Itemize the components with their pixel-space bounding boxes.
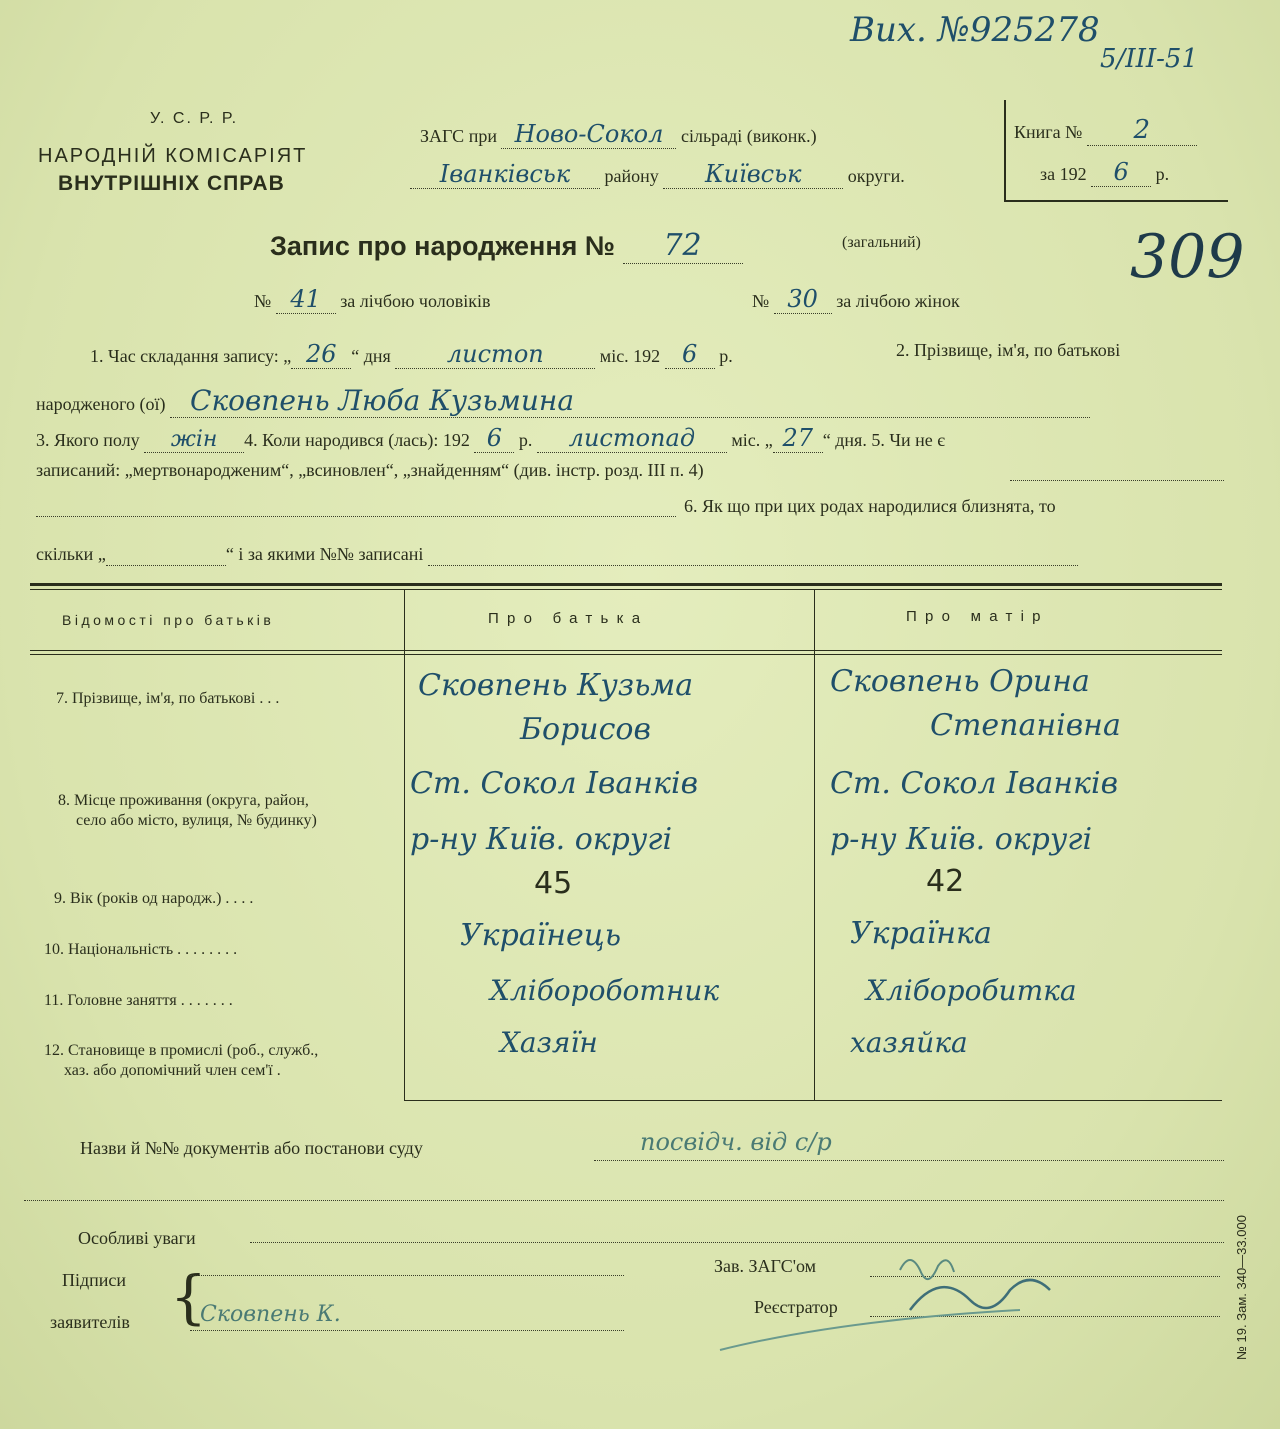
- table-top-rule-2: [30, 589, 1222, 590]
- field-6-label: 6. Як що при цих родах народилися близнята, то: [684, 496, 1056, 516]
- book-year-hand: 6: [1091, 158, 1151, 187]
- signer-line-2: [190, 1330, 624, 1331]
- docs-line-2: [24, 1200, 1224, 1201]
- signers-label-2: заявителів: [50, 1312, 130, 1332]
- row-12-label-2: хаз. або допомічний член сем'ї .: [64, 1062, 281, 1079]
- row-10-father: Українець: [460, 918, 622, 953]
- row-11-father: Хлібороботник: [490, 974, 720, 1007]
- top-archive-note: Вих. №925278: [850, 10, 1100, 50]
- registrar-signature: [700, 1240, 1080, 1370]
- book-number-line: Книга № 2: [1014, 115, 1197, 146]
- male-count-hand: 41: [276, 285, 336, 314]
- row-12-father: Хазяїн: [500, 1026, 598, 1059]
- table-top-rule: [30, 583, 1222, 586]
- row-9-label: 9. Вік (років од народж.) . . . .: [54, 890, 254, 907]
- field-3-line: 3. Якого полу жін 4. Коли народився (лась): 192 6 р. листопад міс. „ 27 “ дня. 5. Чи не є: [36, 424, 946, 452]
- docs-hand: посвідч. від с/р: [640, 1128, 832, 1156]
- signers-brace: {: [170, 1263, 207, 1331]
- side-print-code: № 19. Зам. 340—33.000: [1234, 1215, 1249, 1360]
- male-count-line: № 41 за лічбою чоловіків: [254, 285, 491, 313]
- field-5-underline: [1010, 480, 1224, 481]
- top-date-note: 5/III-51: [1100, 44, 1198, 74]
- docs-line: [594, 1160, 1224, 1161]
- big-number-hand: 309: [1130, 222, 1245, 292]
- f1-month-hand: листоп: [395, 340, 595, 369]
- signer-line-1: [190, 1275, 624, 1276]
- row-11-mother: Хліборобитка: [866, 974, 1077, 1007]
- row-7-father-2: Борисов: [520, 712, 651, 747]
- record-type-label: (загальний): [842, 234, 921, 251]
- field-5-line: записаний: „мертвонародженим“, „всиновлен“, „знайденням“ (див. інстр. розд. III п. 4): [36, 460, 704, 480]
- row-9-father-age: 45: [534, 866, 573, 901]
- female-count-hand: 30: [774, 285, 832, 314]
- row-8-mother: Ст. Сокол Іванків: [830, 766, 1119, 801]
- field-5-continuation-line: [36, 516, 676, 517]
- okruga-hand: Київськ: [663, 160, 843, 189]
- row-7-mother-2: Степанівна: [930, 708, 1121, 743]
- row-7-mother: Сковпень Орина: [830, 664, 1090, 699]
- f4-day-hand: 27: [773, 424, 823, 453]
- table-divider-1: [404, 590, 405, 1100]
- row-10-mother: Українка: [850, 916, 992, 951]
- row-8-father-2: р-ну Київ. округі: [410, 822, 673, 857]
- table-col-header-father: Про батька: [488, 610, 649, 627]
- raion-line: Іванківськ району Київськ округи.: [410, 160, 905, 189]
- row-11-label: 11. Головне заняття . . . . . . .: [44, 992, 233, 1009]
- book-number-hand: 2: [1087, 115, 1197, 146]
- f3-sex-hand: жін: [144, 427, 244, 453]
- row-12-label: 12. Становище в промислі (роб., служб.,: [44, 1042, 319, 1059]
- row-8-mother-2: р-ну Київ. округі: [830, 822, 1093, 857]
- header-ussr: У. С. Р. Р.: [150, 110, 239, 127]
- book-year-line: за 192 6 р.: [1040, 158, 1170, 186]
- row-7-label: 7. Прізвище, ім'я, по батькові . . .: [56, 690, 280, 707]
- f1-day-hand: 26: [291, 340, 351, 369]
- raion-hand: Іванківськ: [410, 160, 600, 189]
- zags-line: ЗАГС при Ново-Сокол сільраді (виконк.): [420, 120, 817, 148]
- field-2-line: народженого (ої) Сковпень Люба Кузьмина: [36, 384, 1090, 418]
- zags-village-hand: Ново-Сокол: [501, 120, 676, 149]
- docs-label: Назви й №№ документів або постанови суду: [80, 1138, 423, 1158]
- female-count-line: № 30 за лічбою жінок: [752, 285, 960, 313]
- field-6-line: скільки „ “ і за якими №№ записані: [36, 544, 1078, 566]
- row-7-father: Сковпень Кузьма: [418, 668, 694, 703]
- row-9-mother-age: 42: [926, 864, 965, 899]
- notes-label: Особливі уваги: [78, 1228, 196, 1248]
- f1-year-hand: 6: [665, 340, 715, 369]
- table-divider-2: [814, 590, 815, 1100]
- head-label: Зав. ЗАГС'ом: [714, 1256, 816, 1276]
- header-commissariat: НАРОДНІЙ КОМІСАРІЯТ: [38, 145, 308, 167]
- signer-hand: Сковпень К.: [200, 1302, 341, 1327]
- record-title: Запис про народження № 72: [270, 228, 743, 264]
- table-header-rule-2: [30, 654, 1222, 655]
- field-1-line: 1. Час складання запису: „ 26 “ дня листоп міс. 192 6 р.: [90, 340, 733, 368]
- header-internal-affairs: ВНУТРІШНІХ СПРАВ: [58, 172, 285, 195]
- row-8-label-2: село або місто, вулиця, № будинку): [76, 812, 317, 829]
- signers-label-1: Підписи: [62, 1270, 127, 1290]
- table-col-header-info: Відомості про батьків: [62, 612, 275, 628]
- registrar-label: Реєстратор: [754, 1297, 838, 1317]
- table-bottom-rule: [404, 1100, 1222, 1101]
- f4-year-hand: 6: [474, 424, 514, 453]
- table-header-rule: [30, 650, 1222, 651]
- row-8-father: Ст. Сокол Іванків: [410, 766, 699, 801]
- f2-name-hand: Сковпень Люба Кузьмина: [170, 384, 1090, 418]
- field-2-label: 2. Прізвище, ім'я, по батькові: [896, 340, 1121, 360]
- f4-month-hand: листопад: [537, 424, 727, 453]
- record-number-hand: 72: [623, 228, 743, 264]
- row-8-label: 8. Місце проживання (округа, район,: [58, 792, 309, 809]
- row-12-mother: хазяйка: [850, 1026, 968, 1059]
- table-col-header-mother: Про матір: [906, 608, 1049, 625]
- row-10-label: 10. Національність . . . . . . . .: [44, 941, 238, 958]
